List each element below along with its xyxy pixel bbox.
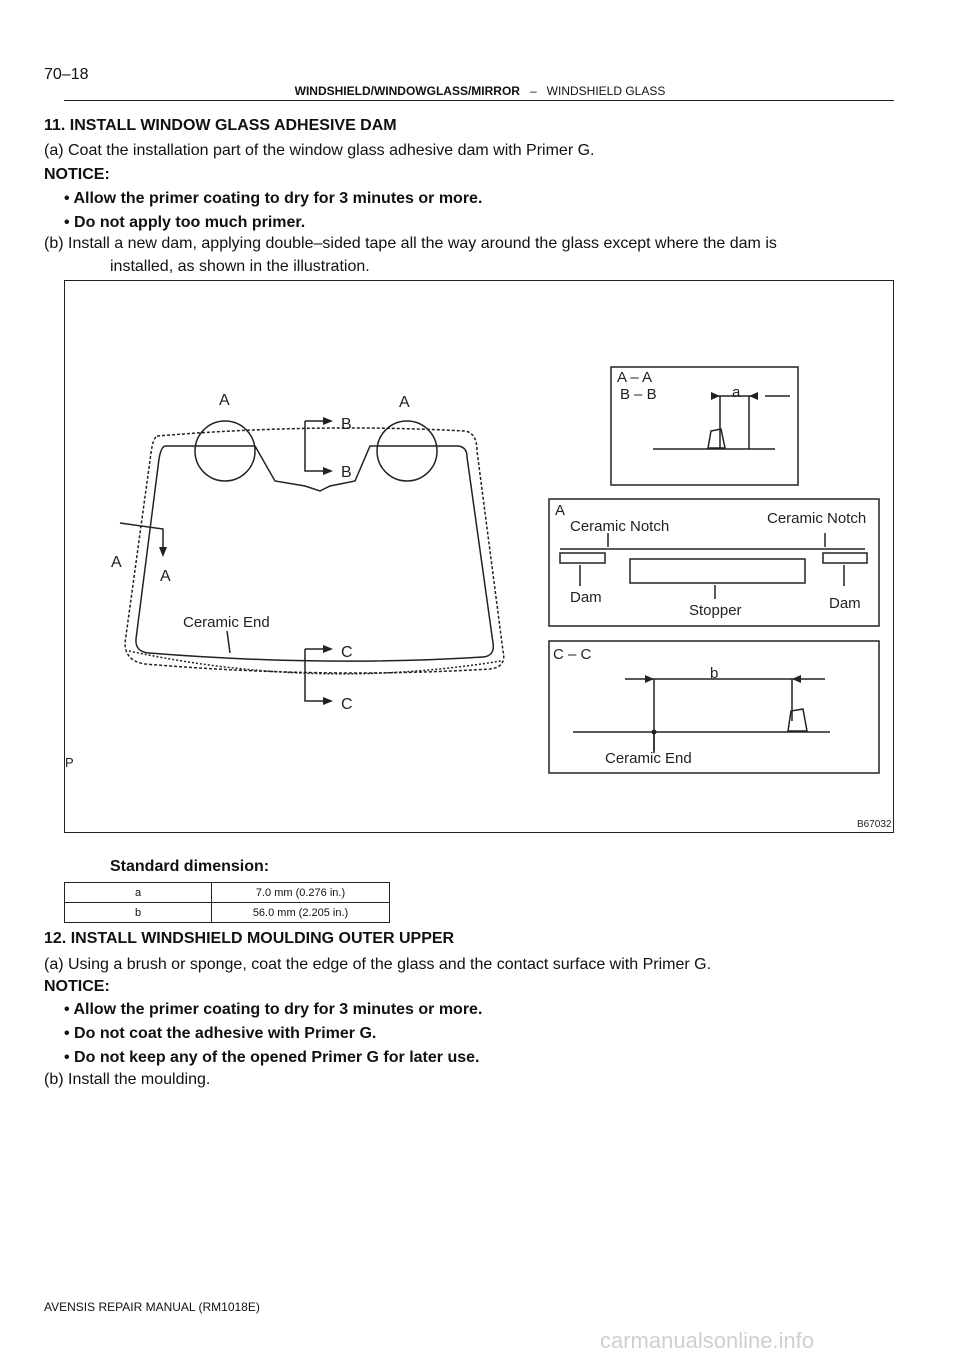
detail-a-dam-left: Dam — [570, 589, 602, 606]
detail-ab-dim-label: a — [732, 384, 741, 401]
footer-manual-id: AVENSIS REPAIR MANUAL (RM1018E) — [44, 1300, 260, 1314]
label-a-side-outer: A — [111, 554, 122, 571]
figure-corner-mark: P — [65, 755, 74, 770]
step-12-a: (a) Using a brush or sponge, coat the edge of the glass and the contact surface with Primer G. — [44, 956, 712, 973]
table-row — [65, 903, 390, 923]
step-11-a: (a) Coat the installation part of the window glass adhesive dam with Primer G. — [44, 142, 595, 159]
label-b-lower: B — [341, 464, 352, 481]
section-a-arrow — [159, 547, 167, 557]
detail-cc-dam-profile — [788, 709, 807, 731]
step-11-b-line-1: (b) Install a new dam, applying double–sided tape all the way around the glass except where the dam is — [44, 235, 777, 252]
watermark: carmanualsonline.info — [600, 1328, 815, 1353]
detail-a-title: A — [555, 502, 566, 519]
detail-cc-arrowhead-left — [645, 675, 654, 683]
detail-a-dam-right — [823, 553, 867, 563]
spec-value-a: 7.0 mm (0.276 in.) — [212, 883, 390, 903]
detail-a-stopper: Stopper — [689, 602, 742, 619]
step-11-bullet-2: • Do not apply too much primer. — [64, 214, 306, 231]
detail-circle-right — [377, 421, 437, 481]
section-b-arrow-bottom — [323, 467, 333, 475]
label-c-upper: C — [341, 644, 353, 661]
step-11-b-line-2: installed, as shown in the illustration. — [110, 258, 370, 275]
label-a-left: A — [219, 392, 230, 409]
section-c-bracket — [305, 649, 327, 701]
step-12-bullet-3: • Do not keep any of the opened Primer G for later use. — [64, 1049, 480, 1066]
step-11-notice: NOTICE: — [44, 166, 110, 183]
step-11-title: 11. INSTALL WINDOW GLASS ADHESIVE DAM — [44, 117, 397, 134]
header-section: WINDSHIELD/WINDOWGLASS/MIRROR — [294, 84, 520, 98]
step-12-b: (b) Install the moulding. — [44, 1071, 211, 1088]
header-subsection: WINDSHIELD GLASS — [546, 84, 666, 98]
detail-cc-title: C – C — [553, 646, 592, 663]
detail-a-stopper-body — [630, 559, 805, 583]
step-12-title: 12. INSTALL WINDSHIELD MOULDING OUTER UPPER — [44, 930, 455, 947]
detail-cc-box — [549, 641, 879, 773]
detail-a-notch-right: Ceramic Notch — [767, 510, 867, 527]
section-c-arrow-top — [323, 645, 333, 653]
detail-circle-left — [195, 421, 255, 481]
spec-label-b: b — [65, 903, 212, 923]
label-b-upper: B — [341, 416, 352, 433]
running-header — [180, 84, 780, 98]
detail-cc-ceramic-end: Ceramic End — [605, 750, 692, 767]
standard-dimension-table — [64, 882, 390, 923]
detail-ab-title-2: B – B — [620, 386, 657, 403]
detail-cc-dim-label: b — [710, 665, 719, 682]
header-rule — [64, 100, 894, 101]
step-12-bullet-2: • Do not coat the adhesive with Primer G. — [64, 1025, 377, 1042]
detail-cc-arrowhead-right — [792, 675, 801, 683]
windshield-outline-outer — [125, 428, 504, 673]
table-row — [65, 883, 390, 903]
detail-ab-dim-line — [711, 396, 751, 449]
label-a-right: A — [399, 394, 410, 411]
page-number: 70–18 — [44, 66, 89, 83]
detail-ab-dam-profile — [708, 429, 725, 448]
detail-ab-arrowhead-right — [749, 392, 758, 400]
detail-a-dam-right: Dam — [829, 595, 861, 612]
detail-a-notch-left: Ceramic Notch — [570, 518, 670, 535]
step-12-notice: NOTICE: — [44, 978, 110, 995]
step-12-bullet-1: • Allow the primer coating to dry for 3 minutes or more. — [64, 1001, 483, 1018]
section-b-arrow-top — [323, 417, 333, 425]
section-c-arrow-bottom — [323, 697, 333, 705]
label-c-lower: C — [341, 696, 353, 713]
standard-dimension-title: Standard dimension: — [110, 858, 270, 875]
figure-code: B67032 — [857, 819, 892, 830]
header-separator: – — [529, 84, 537, 98]
spec-value-b: 56.0 mm (2.205 in.) — [212, 903, 390, 923]
spec-label-a: a — [65, 883, 212, 903]
ceramic-end-leader — [227, 631, 230, 653]
label-ceramic-end: Ceramic End — [183, 614, 270, 631]
step-11-bullet-1: • Allow the primer coating to dry for 3 minutes or more. — [64, 190, 483, 207]
detail-ab-title-1: A – A — [617, 369, 653, 386]
detail-a-dam-left — [560, 553, 605, 563]
windshield-outline-lower — [129, 651, 501, 674]
windshield-illustration — [64, 280, 894, 833]
label-a-side-inner: A — [160, 568, 171, 585]
windshield-illustration-svg — [65, 281, 892, 831]
detail-cc-dim-line — [625, 679, 825, 751]
detail-cc-point — [652, 730, 657, 735]
detail-ab-arrowhead-left — [711, 392, 720, 400]
